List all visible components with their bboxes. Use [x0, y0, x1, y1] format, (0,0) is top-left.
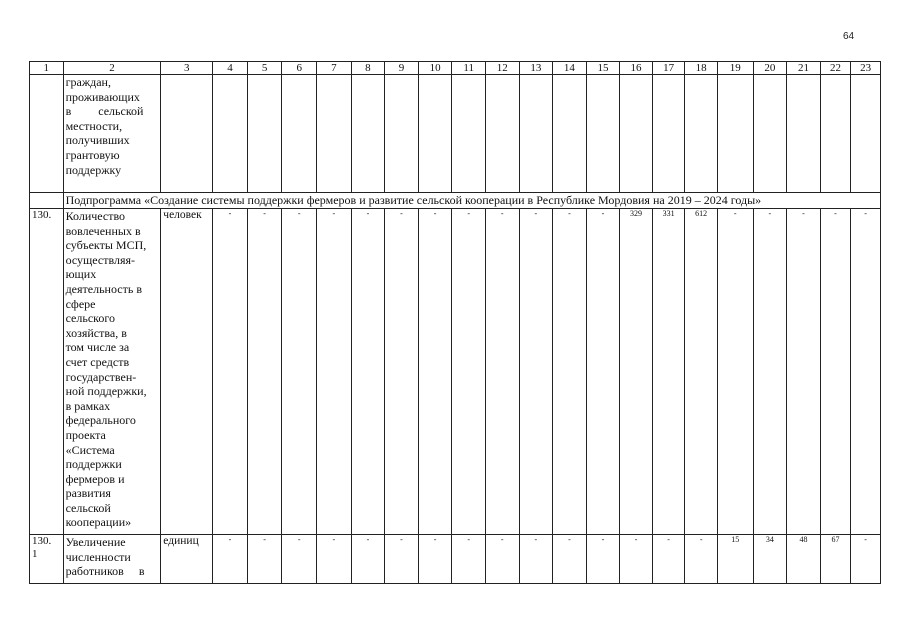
row-number: 130. 1 [30, 535, 64, 584]
subprogram-row [30, 193, 881, 209]
empty-cell [652, 75, 685, 193]
description-line: граждан, [65, 75, 111, 89]
value-cell: - [717, 209, 753, 535]
value-cell: 329 [620, 209, 653, 535]
column-number-11: 11 [452, 62, 486, 75]
description-line: кооперации» [65, 515, 132, 530]
column-number-7: 7 [317, 62, 352, 75]
column-number-17: 17 [652, 62, 685, 75]
empty-cell [385, 75, 419, 193]
description-line: хозяйства, в [65, 325, 127, 340]
page-number: 64 [843, 31, 855, 42]
value-cell: - [452, 535, 486, 584]
column-number-23: 23 [851, 62, 881, 75]
value-cell: - [317, 535, 352, 584]
description-line: сфере [65, 296, 96, 311]
value-cell: - [652, 535, 685, 584]
value-cell: - [282, 209, 317, 535]
value-cell: - [317, 209, 352, 535]
table-row [30, 535, 881, 584]
description-line: поддержку [65, 162, 122, 177]
empty-cell [317, 75, 352, 193]
value-cell: - [787, 209, 821, 535]
description-line: в рамках [65, 398, 111, 413]
value-cell: - [213, 209, 248, 535]
column-number-9: 9 [385, 62, 419, 75]
value-cell: 34 [753, 535, 787, 584]
value-cell: - [851, 535, 881, 584]
empty-cell [351, 75, 385, 193]
column-number-12: 12 [485, 62, 519, 75]
column-number-22: 22 [820, 62, 851, 75]
empty-cell [161, 75, 213, 193]
column-number-15: 15 [586, 62, 620, 75]
empty-cell [452, 75, 486, 193]
empty-cell [753, 75, 787, 193]
description-line: деятельность в [65, 281, 142, 296]
unit-cell: человек [161, 209, 213, 535]
value-cell: - [385, 535, 419, 584]
value-cell: - [485, 535, 519, 584]
description-line: проживающих [65, 89, 140, 104]
value-cell: - [519, 535, 553, 584]
column-number-21: 21 [787, 62, 821, 75]
description-line: «Система [65, 442, 115, 457]
value-cell: - [418, 209, 452, 535]
column-number-8: 8 [351, 62, 385, 75]
column-number-14: 14 [553, 62, 587, 75]
empty-cell [30, 75, 64, 193]
subprogram-title: Подпрограмма «Создание системы поддержки фермеров и развитие сельской кооперации в Республике Мордовия на 2019 – 2024 годы» [63, 193, 880, 209]
column-number-4: 4 [213, 62, 248, 75]
value-cell: - [620, 535, 653, 584]
value-cell: 331 [652, 209, 685, 535]
column-number-16: 16 [620, 62, 653, 75]
description-line: сельской [65, 500, 111, 515]
empty-cell [685, 75, 718, 193]
description-line: получивших [65, 133, 130, 148]
description-line: счет средств [65, 354, 130, 369]
empty-cell [485, 75, 519, 193]
column-number-18: 18 [685, 62, 718, 75]
table-row [30, 209, 881, 535]
description-line: в сельской [65, 104, 144, 119]
column-number-2: 2 [63, 62, 161, 75]
column-number-19: 19 [717, 62, 753, 75]
indicator-description [63, 209, 161, 535]
description-line: грантовую [65, 147, 120, 162]
value-cell: - [820, 209, 851, 535]
description-line: фермеров и [65, 471, 125, 486]
description-line: федерального [65, 413, 136, 428]
description-line: местности, [65, 118, 123, 133]
value-cell: - [485, 209, 519, 535]
empty-cell [586, 75, 620, 193]
empty-cell [851, 75, 881, 193]
description-line: ющих [65, 267, 97, 282]
empty-cell [282, 75, 317, 193]
description-line: работников в [65, 564, 145, 579]
empty-cell [787, 75, 821, 193]
empty-cell [519, 75, 553, 193]
description-line: Увеличение [65, 535, 126, 549]
column-number-1: 1 [30, 62, 64, 75]
column-number-row [30, 62, 881, 75]
column-number-6: 6 [282, 62, 317, 75]
row-number: 130. [30, 209, 64, 535]
value-cell: 15 [717, 535, 753, 584]
value-cell: - [247, 535, 282, 584]
value-cell: - [385, 209, 419, 535]
column-number-13: 13 [519, 62, 553, 75]
empty-cell [553, 75, 587, 193]
value-cell: - [351, 209, 385, 535]
value-cell: - [586, 209, 620, 535]
empty-cell [717, 75, 753, 193]
description-line: развития [65, 486, 111, 501]
description-line: численности [65, 549, 131, 564]
value-cell: - [586, 535, 620, 584]
empty-cell [213, 75, 248, 193]
column-number-10: 10 [418, 62, 452, 75]
description-line: сельского [65, 311, 116, 326]
continued-row [30, 75, 881, 193]
description-line: проекта [65, 427, 106, 442]
unit-cell: единиц [161, 535, 213, 584]
value-cell: 67 [820, 535, 851, 584]
value-cell: - [351, 535, 385, 584]
description-line: осуществляя- [65, 252, 136, 267]
description-line: субъекты МСП, [65, 238, 147, 253]
description-line: том числе за [65, 340, 130, 355]
value-cell: - [452, 209, 486, 535]
empty-cell [418, 75, 452, 193]
column-number-5: 5 [247, 62, 282, 75]
description-line: Количество [65, 209, 126, 223]
description-line: поддержки [65, 457, 122, 472]
value-cell: - [213, 535, 248, 584]
empty-cell [247, 75, 282, 193]
description-line: государствен- [65, 369, 137, 384]
value-cell: 612 [685, 209, 718, 535]
column-number-3: 3 [161, 62, 213, 75]
value-cell: - [553, 535, 587, 584]
continued-description [63, 75, 161, 193]
value-cell: - [685, 535, 718, 584]
description-line: ной поддержки, [65, 384, 147, 399]
value-cell: - [282, 535, 317, 584]
value-cell: - [851, 209, 881, 535]
value-cell: - [553, 209, 587, 535]
value-cell: - [519, 209, 553, 535]
value-cell: - [247, 209, 282, 535]
column-number-20: 20 [753, 62, 787, 75]
empty-cell [620, 75, 653, 193]
empty-cell [820, 75, 851, 193]
value-cell: 48 [787, 535, 821, 584]
description-line: вовлеченных в [65, 223, 141, 238]
indicator-table [29, 61, 881, 584]
value-cell: - [418, 535, 452, 584]
indicator-description [63, 535, 161, 584]
value-cell: - [753, 209, 787, 535]
